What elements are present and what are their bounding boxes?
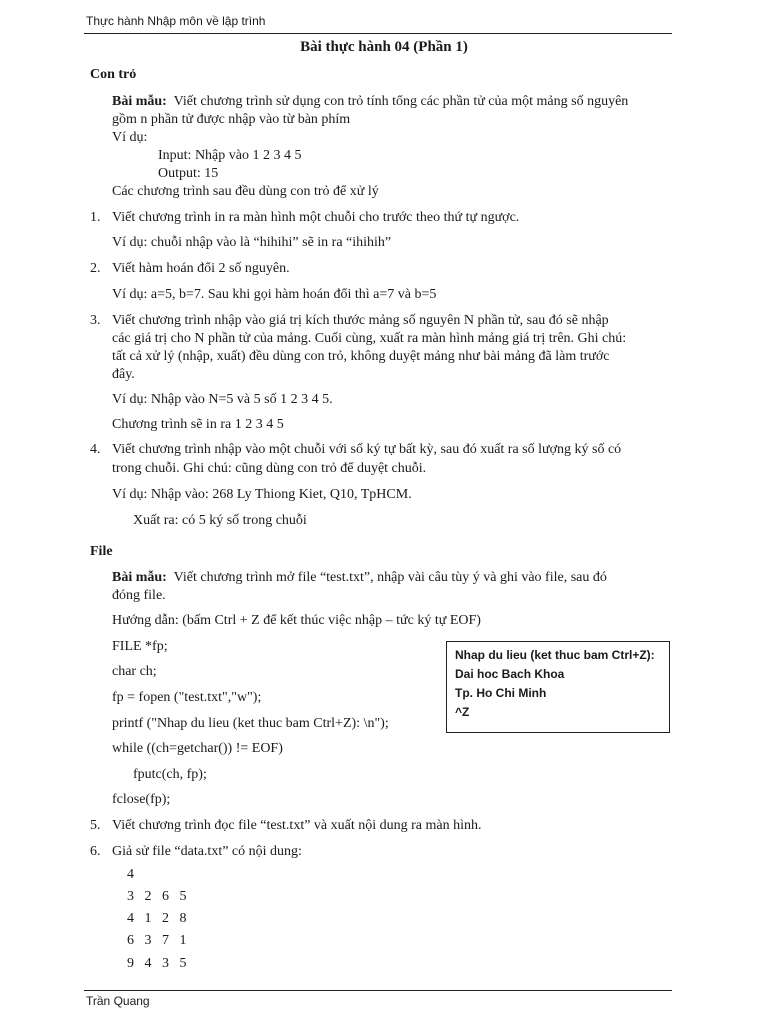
item-example: Ví dụ: Nhập vào N=5 và 5 số 1 2 3 4 5. (112, 392, 333, 407)
data-line: 9 4 3 5 (127, 956, 187, 971)
sample2-label: Bài mẫu: (112, 570, 167, 585)
section-heading-file: File (90, 544, 113, 559)
item-number: 4. (90, 442, 101, 457)
item-number: 1. (90, 210, 101, 225)
console-line: ^Z (455, 705, 470, 719)
item-text: Giả sử file “data.txt” có nội dung: (112, 844, 302, 859)
item-number: 2. (90, 261, 101, 276)
item-number: 3. (90, 313, 101, 328)
code-line: char ch; (112, 664, 157, 679)
item-text: Viết chương trình nhập vào giá trị kích thước mảng số nguyên N phần tử, sau đó sẽ nhập (112, 313, 609, 328)
item-text: Viết chương trình in ra màn hình một chuỗi cho trước theo thứ tự ngược. (112, 210, 520, 225)
item-example: Ví dụ: chuỗi nhập vào là “hihihi” sẽ in ra “ihihih” (112, 235, 392, 250)
sample2-line-1 (112, 569, 607, 586)
page-title: Bài thực hành 04 (Phần 1) (300, 39, 468, 55)
console-line: Tp. Ho Chi Minh (455, 686, 547, 700)
code-line: printf ("Nhap du lieu (ket thuc bam Ctrl+Z): \n"); (112, 716, 389, 731)
console-line: Dai hoc Bach Khoa (455, 667, 565, 681)
header-rule (84, 33, 672, 34)
item-example: Chương trình sẽ in ra 1 2 3 4 5 (112, 417, 284, 432)
data-line: 3 2 6 5 (127, 889, 187, 904)
item-text: Viết chương trình nhập vào một chuỗi với số ký tự bất kỳ, sau đó xuất ra số lượng ký số có (112, 442, 622, 457)
item-text: các giá trị cho N phần tử của mảng. Cuối cùng, xuất ra màn hình mảng giá trị trên. Ghi chú: (112, 331, 627, 346)
item-number: 5. (90, 818, 101, 833)
page-header: Thực hành Nhập môn về lập trình (86, 14, 266, 28)
sample1-vidu: Ví dụ: (112, 130, 148, 145)
item-text: Viết hàm hoán đổi 2 số nguyên. (112, 261, 290, 276)
footer-rule (84, 990, 672, 991)
code-line: FILE *fp; (112, 639, 168, 654)
code-line: fp = fopen ("test.txt","w"); (112, 690, 262, 705)
sample1-label: Bài mẫu: (112, 94, 167, 109)
sample1-note: Các chương trình sau đều dùng con trỏ để xử lý (112, 184, 379, 199)
code-line: fclose(fp); (112, 792, 171, 807)
section-heading-con-tro: Con trỏ (90, 67, 137, 82)
data-line: 4 1 2 8 (127, 911, 187, 926)
sample2-text-b: đóng file. (112, 588, 166, 603)
sample1-output: Output: 15 (158, 166, 219, 181)
sample1-text-a: Viết chương trình sử dụng con trỏ tính tổng các phần tử của một mảng số nguyên (173, 94, 629, 109)
page-footer: Trần Quang (86, 994, 150, 1008)
item-example: Ví dụ: a=5, b=7. Sau khi gọi hàm hoán đổi thì a=7 và b=5 (112, 287, 437, 302)
console-output-box (446, 641, 670, 733)
sample1-input: Input: Nhập vào 1 2 3 4 5 (158, 148, 302, 163)
item-number: 6. (90, 844, 101, 859)
item-example: Ví dụ: Nhập vào: 268 Ly Thiong Kiet, Q10, TpHCM. (112, 487, 412, 502)
item-text: Viết chương trình đọc file “test.txt” và xuất nội dung ra màn hình. (112, 818, 482, 833)
console-line: Nhap du lieu (ket thuc bam Ctrl+Z): (455, 648, 655, 662)
data-line: 4 (127, 867, 134, 882)
data-line: 6 3 7 1 (127, 933, 187, 948)
sample1-line-1 (112, 93, 628, 110)
sample2-guide: Hướng dẫn: (bấm Ctrl + Z để kết thúc việc nhập – tức ký tự EOF) (112, 613, 481, 628)
item-text: tất cả xử lý (nhập, xuất) đều dùng con trỏ, không duyệt mảng như bài mảng đã làm trước (112, 349, 610, 364)
sample2-text-a: Viết chương trình mở file “test.txt”, nhập vài câu tùy ý và ghi vào file, sau đó (173, 570, 607, 585)
sample1-text-b: gồm n phần tử được nhập vào từ bàn phím (112, 112, 351, 127)
code-line: fputc(ch, fp); (133, 767, 207, 782)
item-text: trong chuỗi. Ghi chú: cũng dùng con trỏ để duyệt chuỗi. (112, 461, 427, 476)
item-example: Xuất ra: có 5 ký số trong chuỗi (133, 513, 307, 528)
item-text: đây. (112, 367, 135, 382)
code-line: while ((ch=getchar()) != EOF) (112, 741, 283, 756)
